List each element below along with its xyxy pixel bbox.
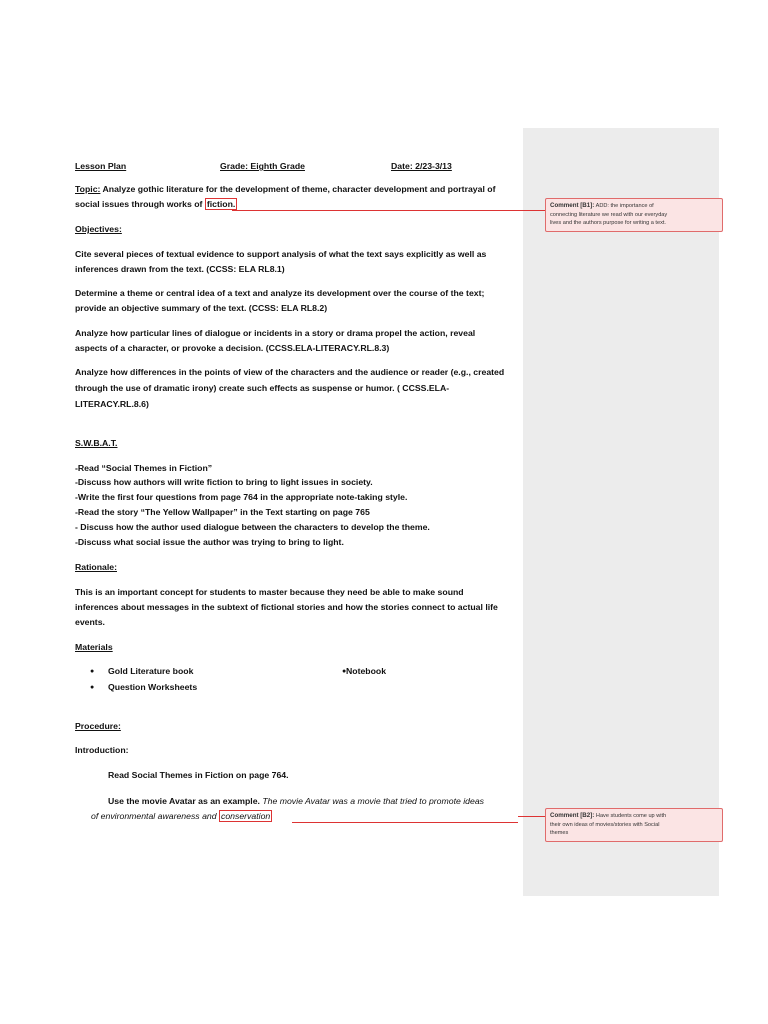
procedure-avatar-line-1 [108,794,484,809]
comment-connector-b1 [232,210,545,211]
objective-1-line-1: Cite several pieces of textual evidence to support analysis of what the text says explicitly as well as [75,249,487,259]
date-label: Date: 2/23-3/13 [391,161,452,171]
comment-text: their own ideas of movies/stories with Social [550,821,660,828]
comment-text: lives and the authors purpose for writing a text. [550,220,666,227]
rationale-line: inferences about messages in the subtext of fictional stories and how the stories connect to actual life [75,602,498,612]
bullet-icon: ● [342,668,347,675]
topic-label: Topic: [75,184,101,194]
swbat-item: -Write the first four questions from page 764 in the appropriate note-taking style. [75,492,408,502]
procedure-heading: Procedure: [75,721,121,731]
header-row [75,159,515,174]
objective-2-line-1: Determine a theme or central idea of a text and analyze its development over the course of the text; [75,288,485,298]
lesson-plan-label: Lesson Plan [75,161,127,171]
comment-text: Have students come up with [594,813,667,819]
topic-text-1: Analyze gothic literature for the development of theme, character development and portrayal of [100,184,496,194]
swbat-item: -Discuss what social issue the author was trying to bring to light. [75,537,344,547]
procedure-read-line: Read Social Themes in Fiction on page 764. [108,770,289,780]
materials-item-label: Gold Literature book [108,666,194,676]
comment-text: connecting literature we read with our everyday [550,211,668,218]
swbat-item: - Discuss how the author used dialogue between the characters to develop the theme. [75,522,430,532]
procedure-avatar-line-2 [91,809,272,824]
comment-tag: Comment [B2]: [550,812,595,819]
swbat-item: -Discuss how authors will write fiction to bring to light issues in society. [75,477,373,487]
comment-margin-pane [523,128,719,896]
topic-line-2 [75,197,237,212]
comment-b2[interactable] [545,808,723,842]
materials-item-label: Question Worksheets [108,682,198,692]
objective-4-line-1: Analyze how differences in the points of view of the characters and the audience or reader (e.g., created [75,367,505,377]
grade-label: Grade: Eighth Grade [220,161,305,171]
avatar-italic-text-2: of environmental awareness and [91,811,219,821]
swbat-item: -Read “Social Themes in Fiction” [75,463,213,473]
comment-tag: Comment [B1]: [550,202,595,209]
objective-4-line-2: through the use of dramatic irony) create such effects as suspense or humor. ( CCSS.ELA- [75,383,450,393]
topic-line-1 [75,182,495,197]
objective-3-line-1: Analyze how particular lines of dialogue or incidents in a story or drama propel the action, reveal [75,328,476,338]
comment-connector-b2-a [292,822,518,823]
comment-connector-b2-b [518,816,545,817]
comment-text: ADD: the importance of [594,203,654,209]
introduction-label: Introduction: [75,745,129,755]
objective-1-line-2: inferences drawn from the text. (CCSS: ELA RL8.1) [75,264,285,274]
materials-heading: Materials [75,642,113,652]
comment-text: themes [550,830,569,837]
swbat-item: -Read the story “The Yellow Wallpaper” in the Text starting on page 765 [75,507,370,517]
objective-3-line-2: aspects of a character, or provoke a decision. (CCSS.ELA-LITERACY.RL.8.3) [75,343,390,353]
objective-4-line-3: LITERACY.RL.8.6) [75,399,149,409]
objective-2-line-2: provide an objective summary of the text. (CCSS: ELA RL8.2) [75,303,328,313]
comment-b1[interactable] [545,198,723,232]
bullet-icon: ● [90,668,95,675]
avatar-italic-text: The movie Avatar was a movie that tried to promote ideas [262,796,484,806]
rationale-line: events. [75,617,105,627]
rationale-line: This is an important concept for students to master because they need be able to make sound [75,587,464,597]
rationale-heading: Rationale: [75,562,117,572]
avatar-text: Use the movie Avatar as an example. [108,796,263,806]
bullet-icon: ● [90,684,95,691]
materials-item-label: Notebook [346,666,387,676]
swbat-heading: S.W.B.A.T. [75,438,118,448]
objectives-heading: Objectives: [75,224,122,234]
topic-text-2: social issues through works of [75,199,205,209]
comment-anchor-b2[interactable]: conservation [220,811,271,821]
comment-anchor-b1[interactable]: fiction. [206,199,236,209]
